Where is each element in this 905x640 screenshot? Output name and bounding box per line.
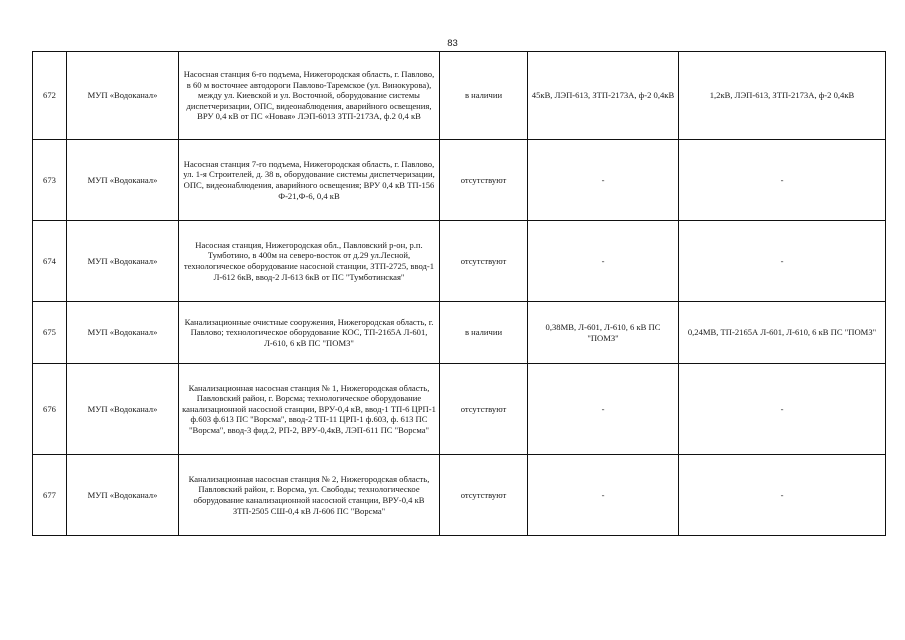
object-description-cell: Насосная станция 7-го подъема, Нижегородская область, г. Павлово, ул. 1-я Строителей, д. 38 в, оборудование системы диспетчеризации, ОПС, видеонаблюдения, аварийного освещения; ВРУ 0,4 кВ ТП-156 Ф-21,Ф-6, 0,4 кВ — [179, 140, 440, 221]
power-cell-2: - — [679, 221, 886, 302]
row-number: 676 — [33, 364, 67, 455]
table-row — [33, 221, 886, 302]
power-cell-2: - — [679, 455, 886, 536]
availability-cell: отсутствуют — [440, 221, 528, 302]
table-row — [33, 364, 886, 455]
row-number: 675 — [33, 302, 67, 364]
power-cell-1: - — [528, 455, 679, 536]
table-row — [33, 302, 886, 364]
object-description-cell: Насосная станция 6-го подъема, Нижегородская область, г. Павлово, в 60 м восточнее автодороги Павлово-Таремское (ул. Винокурова), между ул. Киевской и ул. Восточной, оборудование системы диспетчеризации, ОПС, видеонаблюдения, аварийного освещения, ВРУ 0,4 кВ от ПС «Новая» ЛЭП-6013 ЗТП-2173А, ф.2 0,4 кВ — [179, 52, 440, 140]
organization-cell: МУП «Водоканал» — [67, 140, 179, 221]
organization-cell: МУП «Водоканал» — [67, 302, 179, 364]
power-cell-1: 45кВ, ЛЭП-613, ЗТП-2173А, ф-2 0,4кВ — [528, 52, 679, 140]
row-number: 673 — [33, 140, 67, 221]
row-number: 677 — [33, 455, 67, 536]
availability-cell: отсутствуют — [440, 140, 528, 221]
page-number: 83 — [447, 38, 458, 49]
availability-cell: в наличии — [440, 302, 528, 364]
power-cell-2: - — [679, 140, 886, 221]
availability-cell: в наличии — [440, 52, 528, 140]
organization-cell: МУП «Водоканал» — [67, 455, 179, 536]
availability-cell: отсутствуют — [440, 364, 528, 455]
power-cell-1: - — [528, 364, 679, 455]
table-row — [33, 52, 886, 140]
object-description-cell: Канализационные очистные сооружения, Нижегородская область, г. Павлово; технологическое оборудование КОС, ТП-2165А Л-601, Л-610, 6 кВ ПС "ПОМЗ" — [179, 302, 440, 364]
table-row — [33, 455, 886, 536]
object-description-cell: Канализационная насосная станция № 2, Нижегородская область, Павловский район, г. Ворсма, ул. Свободы; технологическое оборудование канализационной насосной станции, ВРУ-0,4 кВ ЗТП-2505 СШ-0,4 кВ Л-606 ПС "Ворсма" — [179, 455, 440, 536]
organization-cell: МУП «Водоканал» — [67, 221, 179, 302]
organization-cell: МУП «Водоканал» — [67, 52, 179, 140]
object-description-cell: Насосная станция, Нижегородская обл., Павловский р-он, р.п. Тумботино, в 400м на северо-восток от д.29 ул.Лесной, технологическое оборудование насосной станции, ЗТП-2725, ввод-1 Л-612 6кВ, ввод-2 Л-613 6кВ от ПС "Тумботинская" — [179, 221, 440, 302]
table-row — [33, 140, 886, 221]
registry-table — [32, 51, 886, 536]
organization-cell: МУП «Водоканал» — [67, 364, 179, 455]
row-number: 674 — [33, 221, 67, 302]
row-number: 672 — [33, 52, 67, 140]
power-cell-1: - — [528, 140, 679, 221]
power-cell-2: 1,2кВ, ЛЭП-613, ЗТП-2173А, ф-2 0,4кВ — [679, 52, 886, 140]
power-cell-1: - — [528, 221, 679, 302]
object-description-cell: Канализационная насосная станция № 1, Нижегородская область, Павловский район, г. Ворсма; технологическое оборудование канализационной насосной станции, ВРУ-0,4 кВ, ввод-1 ТП-6 ЦРП-1 ф.603 ф.613 ПС "Ворсма", ввод-2 ТП-11 ЦРП-1 ф.603, ф. 613 ПС "Ворсма", ввод-3 фид.2, РП-2, ВРУ-0,4кВ, ЛЭП-611 ПС "Ворсма" — [179, 364, 440, 455]
availability-cell: отсутствуют — [440, 455, 528, 536]
power-cell-2: - — [679, 364, 886, 455]
power-cell-2: 0,24МВ, ТП-2165А Л-601, Л-610, 6 кВ ПС "ПОМЗ" — [679, 302, 886, 364]
power-cell-1: 0,38МВ, Л-601, Л-610, 6 кВ ПС "ПОМЗ" — [528, 302, 679, 364]
